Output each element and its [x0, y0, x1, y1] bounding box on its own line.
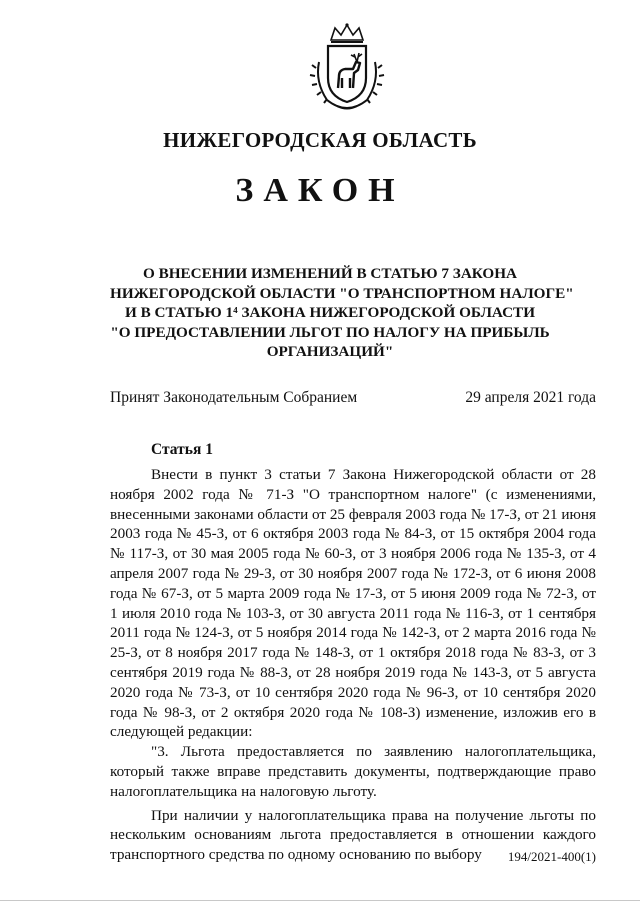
article-paragraph: Внести в пункт 3 статьи 7 Закона Нижегородской области от 28 ноября 2002 года № 71-З "О транспортном налоге" (с изменениями, внесенными законами области от 25 февраля 2003 года № 17-З, от 21 июня 2003 года № 45-З, от 6 октября 2003 года № 84-З, от 15 октября 2004 года № 117-З, от 30 мая 2005 года № 60-З, от 3 ноября 2006 года № 135-З, от 4 апреля 2007 года № 29-З, от 30 ноября 2007 года № 172-З, от 6 июня 2008 года № 67-З, от 5 марта 2009 года № 17-З, от 5 июня 2009 года № 72-З, от 1 июля 2010 года № 103-З, от 30 августа 2011 года № 116-З, от 1 сентября 2011 года № 124-З, от 5 ноября 2014 года № 142-З, от 2 марта 2016 года № 25-З, от 8 ноября 2017 года № 148-З, от 1 октября 2018 года № 83-З, от 3 сентября 2019 года № 88-З, от 28 ноября 2019 года № 143-З, от 5 августа 2020 года № 73-З, от 10 сентября 2020 года № 96-З, от 10 сентября 2020 года № 98-З, от 2 октября 2020 года № 108-З) изменение, изложив его в следующей редакции: — [110, 466, 596, 741]
law-title-line: ОРГАНИЗАЦИЙ" — [266, 343, 394, 361]
article-heading: Статья 1 — [151, 441, 213, 458]
document-type: ЗАКОН — [235, 172, 405, 209]
article-paragraph: "3. Льгота предоставляется по заявлению налогоплательщика, который также вправе представить документы, подтверждающие право налогоплательщика на налоговую льготу. — [110, 743, 596, 800]
law-title-line: НИЖЕГОРОДСКОЙ ОБЛАСТИ "О ТРАНСПОРТНОМ НАЛОГЕ" — [110, 284, 574, 302]
region-name: НИЖЕГОРОДСКАЯ ОБЛАСТЬ — [163, 128, 477, 152]
adoption-date: 29 апреля 2021 года — [465, 389, 596, 406]
page-edge-divider — [0, 900, 640, 901]
law-title-line: О ВНЕСЕНИИ ИЗМЕНЕНИЙ В СТАТЬЮ 7 ЗАКОНА — [142, 265, 518, 282]
article-body — [110, 465, 596, 865]
nizhny-novgorod-coat-of-arms-icon — [307, 22, 387, 112]
adopted-by: Принят Законодательным Собранием — [110, 389, 358, 406]
article-paragraph: При наличии у налогоплательщика права на получение льготы по нескольким основаниям льгота предоставляется в отношении каждого транспортного средства по одному основанию по выбору — [110, 806, 596, 864]
document-code: 194/2021-400(1) — [507, 849, 596, 864]
law-title — [110, 264, 574, 362]
law-title-line: И В СТАТЬЮ 1⁴ ЗАКОНА НИЖЕГОРОДСКОЙ ОБЛАСТИ — [124, 304, 536, 322]
law-title-line: "О ПРЕДОСТАВЛЕНИИ ЛЬГОТ ПО НАЛОГУ НА ПРИБЫЛЬ — [110, 323, 550, 341]
